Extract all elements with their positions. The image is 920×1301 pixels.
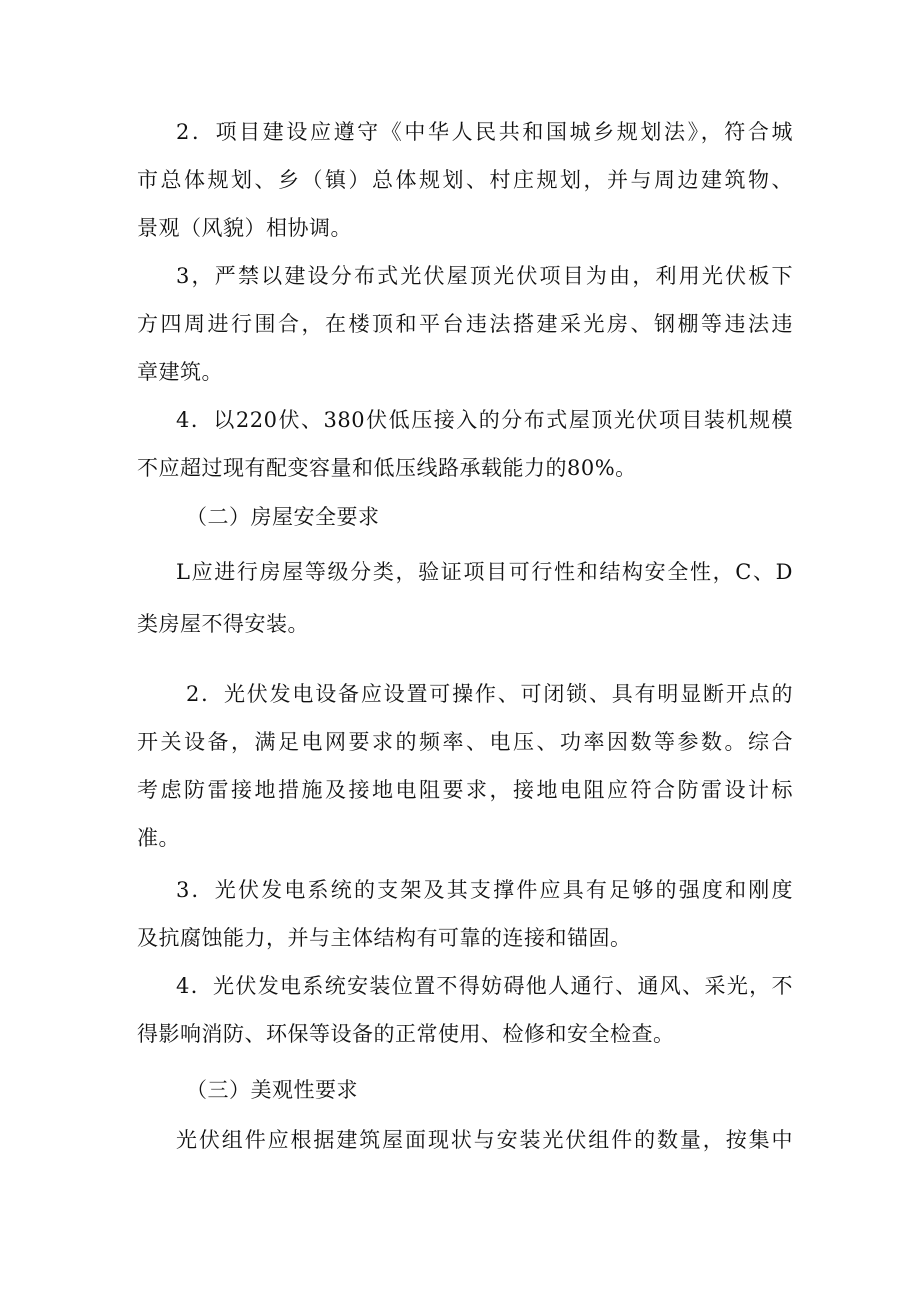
paragraph-line: 章建筑。 [137,360,223,384]
paragraph-line: L应进行房屋等级分类，验证项目可行性和结构安全性，C、D [176,560,793,584]
paragraph-line: 不应超过现有配变容量和低压线路承载能力的80%。 [137,456,637,480]
section-heading: （三）美观性要求 [186,1078,358,1102]
paragraph-line: 景观（风貌）相协调。 [137,216,352,240]
paragraph-line: 准。 [137,826,180,850]
paragraph-line: 开关设备，满足电网要求的频率、电压、功率因数等参数。综合 [137,730,793,754]
paragraph-line: 2．光伏发电设备应设置可操作、可闭锁、具有明显断开点的 [186,682,793,706]
paragraph-line: 类房屋不得安装。 [137,612,309,636]
paragraph-line: 2．项目建设应遵守《中华人民共和国城乡规划法》，符合城 [176,120,793,144]
paragraph-line: 方四周进行围合，在楼顶和平台违法搭建采光房、钢棚等违法违 [137,312,793,336]
paragraph-line: 3．光伏发电系统的支架及其支撑件应具有足够的强度和刚度 [176,878,793,902]
paragraph-line: 及抗腐蚀能力，并与主体结构有可靠的连接和锚固。 [137,926,632,950]
paragraph-line: 得影响消防、环保等设备的正常使用、检修和安全检查。 [137,1022,675,1046]
paragraph-line: 4．光伏发电系统安装位置不得妨碍他人通行、通风、采光，不 [176,974,793,998]
section-heading: （二）房屋安全要求 [186,505,380,529]
paragraph-line: 市总体规划、乡（镇）总体规划、村庄规划，并与周边建筑物、 [137,168,793,192]
paragraph-line: 光伏组件应根据建筑屋面现状与安装光伏组件的数量，按集中 [176,1128,793,1152]
paragraph-line: 4．以220伏、380伏低压接入的分布式屋顶光伏项目装机规模 [176,408,793,432]
paragraph-line: 考虑防雷接地措施及接地电阻要求，接地电阻应符合防雷设计标 [137,778,793,802]
paragraph-line: 3，严禁以建设分布式光伏屋顶光伏项目为由，利用光伏板下 [176,264,793,288]
